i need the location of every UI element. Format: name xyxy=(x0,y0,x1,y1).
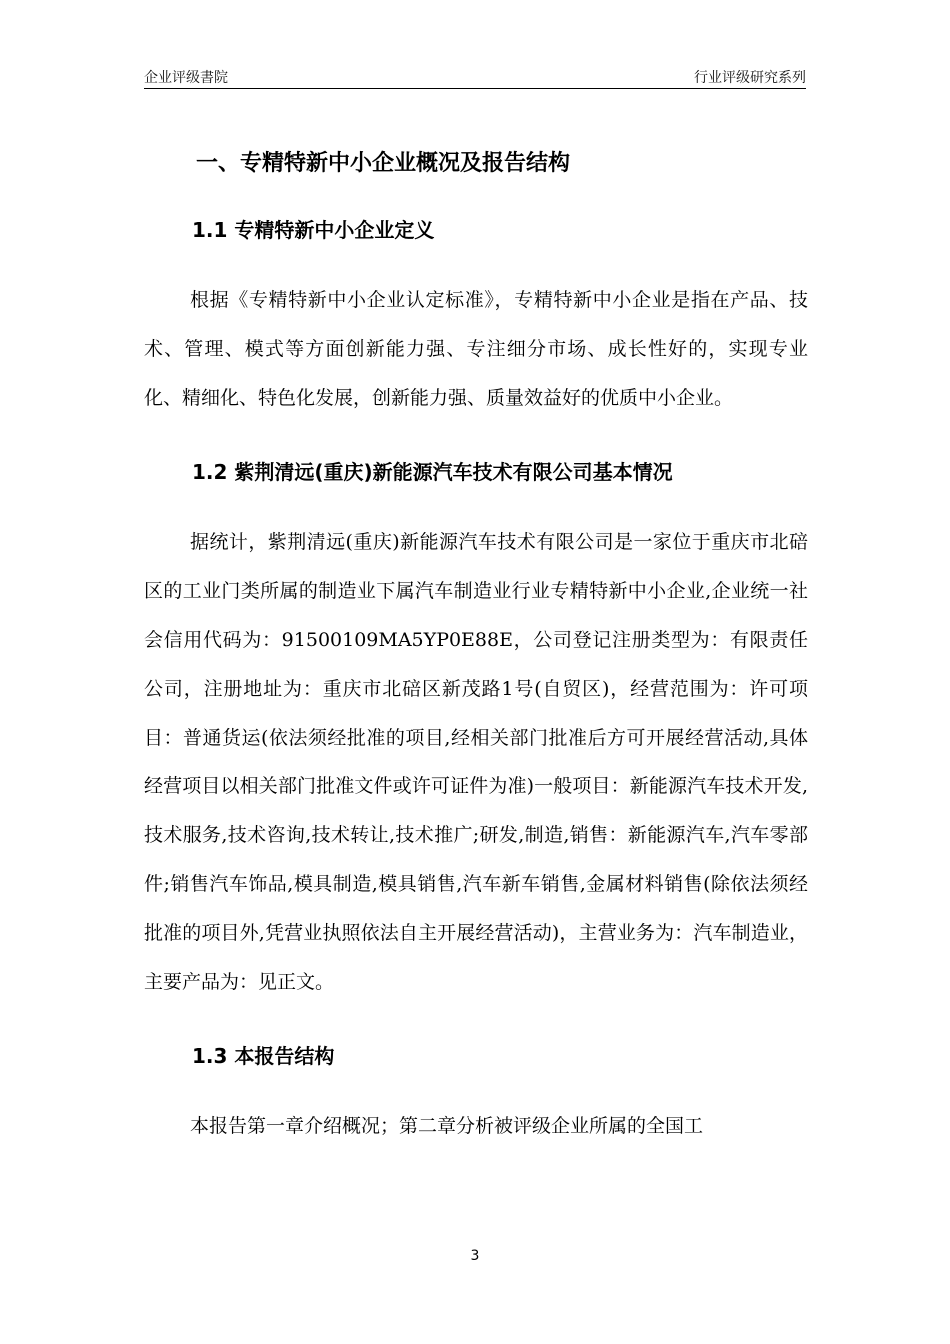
section-heading-1-2: 1.2 紫荆清远(重庆)新能源汽车技术有限公司基本情况 xyxy=(192,460,673,485)
section-body-1-1: 根据《专精特新中小企业认定标准》，专精特新中小企业是指在产品、技术、管理、模式等方面创新能力强、专注细分市场、成长性好的，实现专业化、精细化、特色化发展，创新能力强、质量效益好的优质中小企业。 xyxy=(144,289,808,409)
document-body xyxy=(144,140,808,1151)
header-divider xyxy=(144,88,806,89)
header-left-title: 企业评级書院 xyxy=(144,70,228,86)
section-heading-1-3: 1.3 本报告结构 xyxy=(192,1044,335,1069)
section-body-1-2: 据统计，紫荆清远(重庆)新能源汽车技术有限公司是一家位于重庆市北碚区的工业门类所属的制造业下属汽车制造业行业专精特新中小企业,企业统一社会信用代码为：91500109MA5YP0E88E，公司登记注册类型为：有限责任公司，注册地址为：重庆市北碚区新茂路1号(自贸区)，经营范围为：许可项目：普通货运(依法须经批准的项目,经相关部门批准后方可开展经营活动,具体经营项目以相关部门批准文件或许可证件为准)一般项目：新能源汽车技术开发,技术服务,技术咨询,技术转让,技术推广;研发,制造,销售：新能源汽车,汽车零部件;销售汽车饰品,模具制造,模具销售,汽车新车销售,金属材料销售(除依法须经批准的项目外,凭营业执照依法自主开展经营活动)，主营业务为：汽车制造业，主要产品为：见正文。 xyxy=(144,531,808,993)
section-heading-1-1: 1.1 专精特新中小企业定义 xyxy=(192,218,435,242)
chapter-title: 一、专精特新中小企业概况及报告结构 xyxy=(196,151,571,176)
page-number: 3 xyxy=(470,1248,480,1264)
section-body-1-3: 本报告第一章介绍概况；第二章分析被评级企业所属的全国工 xyxy=(190,1115,704,1138)
header-right-title: 行业评级研究系列 xyxy=(694,70,806,86)
